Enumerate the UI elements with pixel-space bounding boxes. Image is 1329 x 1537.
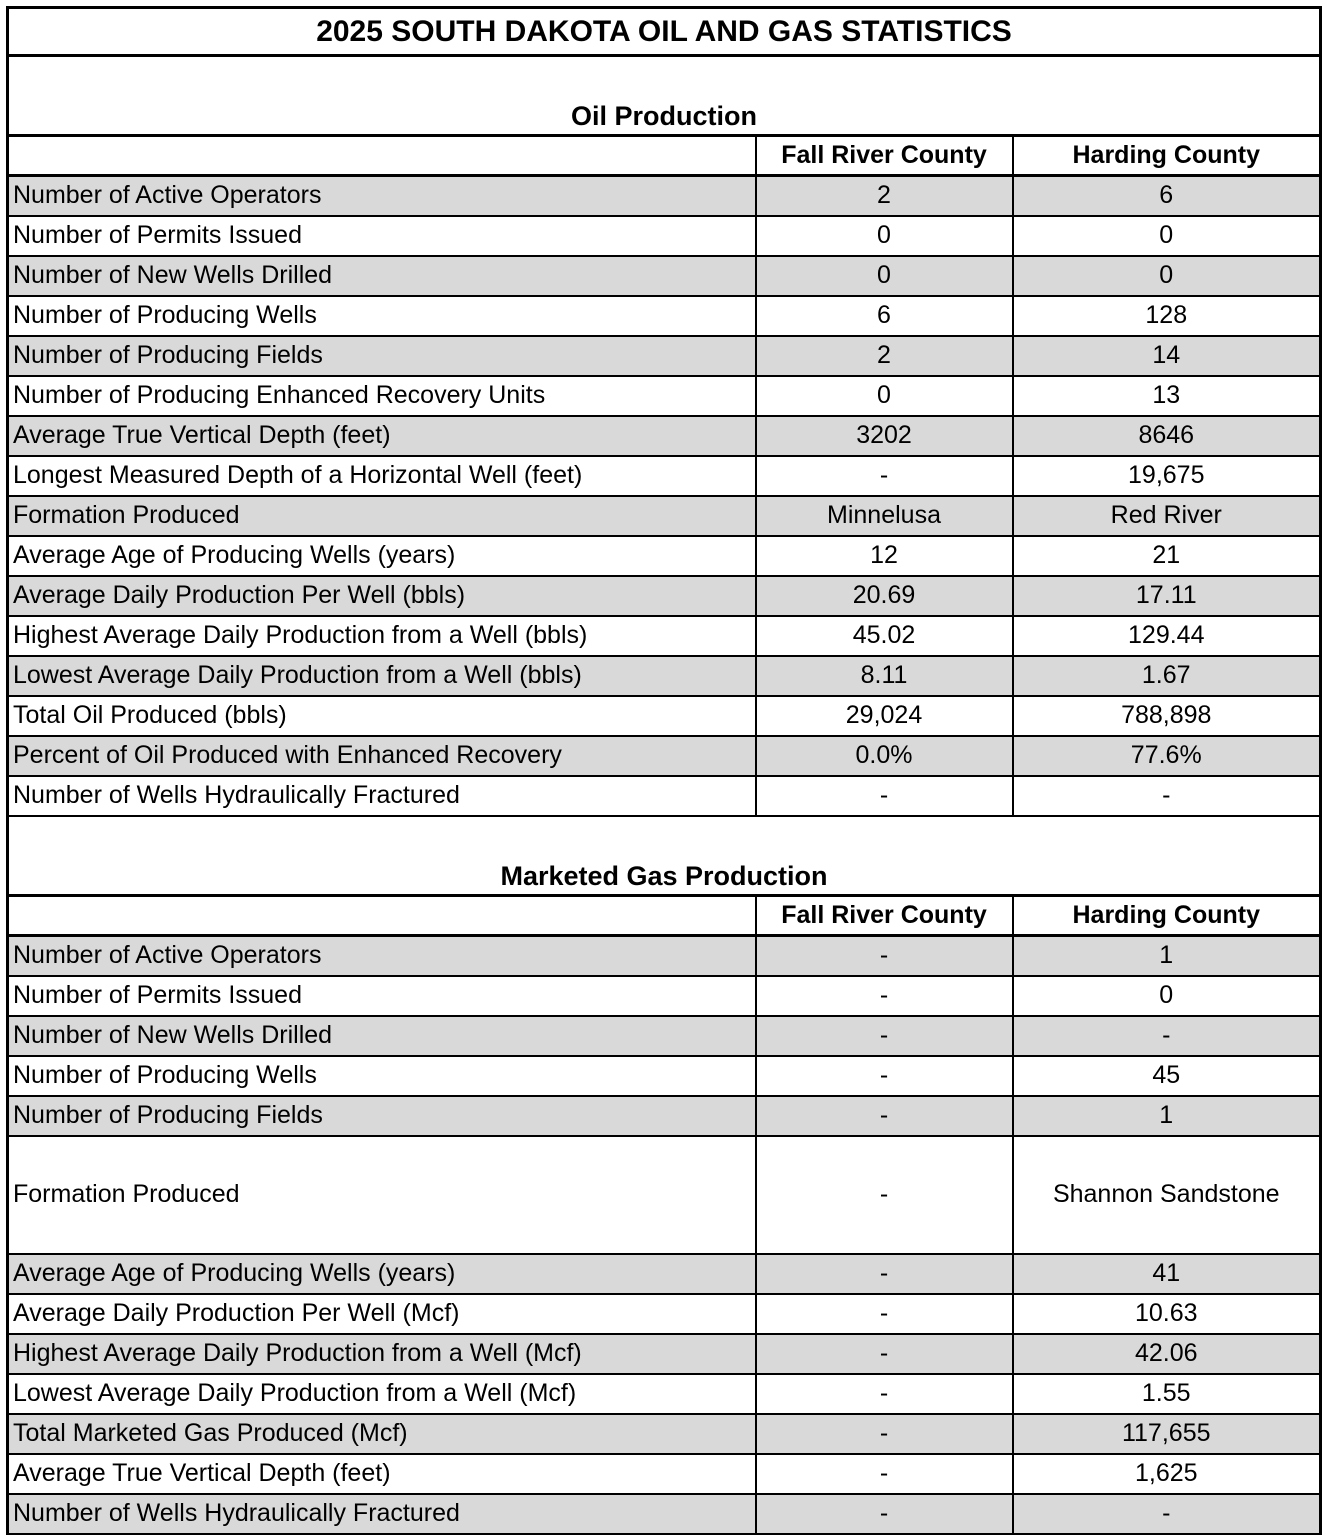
row-label: Number of Wells Hydraulically Fractured	[8, 776, 756, 816]
column-header-row	[8, 896, 1321, 936]
row-label: Average Age of Producing Wells (years)	[8, 536, 756, 576]
fall-river-value: 2	[756, 336, 1013, 376]
section-heading-row	[8, 56, 1321, 136]
fall-river-value: 2	[756, 176, 1013, 216]
harding-value: 14	[1013, 336, 1321, 376]
table-row	[8, 1334, 1321, 1374]
fall-river-value: 0	[756, 256, 1013, 296]
fall-river-value: -	[756, 776, 1013, 816]
harding-value: 13	[1013, 376, 1321, 416]
fall-river-value: 8.11	[756, 656, 1013, 696]
title-row	[8, 8, 1321, 56]
row-label: Number of New Wells Drilled	[8, 1016, 756, 1056]
section-heading: Marketed Gas Production	[8, 816, 1321, 896]
harding-value: 6	[1013, 176, 1321, 216]
table-row	[8, 1374, 1321, 1414]
harding-value: 1,625	[1013, 1454, 1321, 1494]
harding-value: 1.67	[1013, 656, 1321, 696]
harding-value: -	[1013, 1494, 1321, 1534]
fall-river-value: 12	[756, 536, 1013, 576]
row-label: Number of Producing Wells	[8, 296, 756, 336]
fall-river-value: -	[756, 1254, 1013, 1294]
harding-value: 1	[1013, 936, 1321, 976]
harding-value: 1	[1013, 1096, 1321, 1136]
harding-value: Shannon Sandstone	[1013, 1136, 1321, 1254]
harding-value: -	[1013, 1016, 1321, 1056]
harding-value: 41	[1013, 1254, 1321, 1294]
fall-river-value: Minnelusa	[756, 496, 1013, 536]
row-label: Number of Wells Hydraulically Fractured	[8, 1494, 756, 1534]
harding-value: 10.63	[1013, 1294, 1321, 1334]
row-label: Average Daily Production Per Well (bbls)	[8, 576, 756, 616]
harding-value: 17.11	[1013, 576, 1321, 616]
row-label: Highest Average Daily Production from a Well (bbls)	[8, 616, 756, 656]
fall-river-value: 45.02	[756, 616, 1013, 656]
fall-river-value: -	[756, 1334, 1013, 1374]
fall-river-value: 0	[756, 376, 1013, 416]
harding-value: 21	[1013, 536, 1321, 576]
fall-river-value: -	[756, 1136, 1013, 1254]
row-label: Lowest Average Daily Production from a Well (Mcf)	[8, 1374, 756, 1414]
row-label: Number of New Wells Drilled	[8, 256, 756, 296]
row-label: Number of Producing Enhanced Recovery Units	[8, 376, 756, 416]
fall-river-value: 0	[756, 216, 1013, 256]
fall-river-value: -	[756, 1016, 1013, 1056]
row-label: Number of Permits Issued	[8, 976, 756, 1016]
column-header	[8, 136, 756, 176]
column-header: Fall River County	[756, 896, 1013, 936]
harding-value: 8646	[1013, 416, 1321, 456]
row-label: Number of Active Operators	[8, 176, 756, 216]
fall-river-value: -	[756, 1414, 1013, 1454]
harding-value: 42.06	[1013, 1334, 1321, 1374]
row-label: Number of Producing Fields	[8, 336, 756, 376]
fall-river-value: 0.0%	[756, 736, 1013, 776]
table-row	[8, 416, 1321, 456]
column-header	[8, 896, 756, 936]
row-label: Formation Produced	[8, 1136, 756, 1254]
fall-river-value: 20.69	[756, 576, 1013, 616]
section-heading: Oil Production	[8, 56, 1321, 136]
row-label: Average True Vertical Depth (feet)	[8, 416, 756, 456]
table-row	[8, 1016, 1321, 1056]
fall-river-value: -	[756, 936, 1013, 976]
table-row	[8, 216, 1321, 256]
fall-river-value: -	[756, 1374, 1013, 1414]
fall-river-value: -	[756, 976, 1013, 1016]
table-row	[8, 336, 1321, 376]
table-row	[8, 576, 1321, 616]
harding-value: 0	[1013, 256, 1321, 296]
row-label: Formation Produced	[8, 496, 756, 536]
harding-value: 19,675	[1013, 456, 1321, 496]
fall-river-value: 3202	[756, 416, 1013, 456]
table-row	[8, 1254, 1321, 1294]
fall-river-value: 6	[756, 296, 1013, 336]
row-label: Average Age of Producing Wells (years)	[8, 1254, 756, 1294]
column-header: Harding County	[1013, 896, 1321, 936]
harding-value: 0	[1013, 976, 1321, 1016]
table-row	[8, 736, 1321, 776]
table-row	[8, 1414, 1321, 1454]
row-label: Number of Active Operators	[8, 936, 756, 976]
table-row	[8, 1096, 1321, 1136]
table-row	[8, 976, 1321, 1016]
table-row	[8, 656, 1321, 696]
page-title: 2025 SOUTH DAKOTA OIL AND GAS STATISTICS	[8, 8, 1321, 56]
table-row	[8, 1294, 1321, 1334]
harding-value: 128	[1013, 296, 1321, 336]
fall-river-value: -	[756, 1454, 1013, 1494]
row-label: Longest Measured Depth of a Horizontal Well (feet)	[8, 456, 756, 496]
column-header-row	[8, 136, 1321, 176]
row-label: Number of Producing Wells	[8, 1056, 756, 1096]
fall-river-value: -	[756, 1056, 1013, 1096]
table-row	[8, 1454, 1321, 1494]
column-header: Harding County	[1013, 136, 1321, 176]
statistics-table-body	[8, 8, 1321, 1534]
row-label: Average Daily Production Per Well (Mcf)	[8, 1294, 756, 1334]
table-row	[8, 496, 1321, 536]
table-row	[8, 616, 1321, 656]
table-row	[8, 1494, 1321, 1534]
harding-value: 788,898	[1013, 696, 1321, 736]
row-label: Highest Average Daily Production from a Well (Mcf)	[8, 1334, 756, 1374]
row-label: Percent of Oil Produced with Enhanced Recovery	[8, 736, 756, 776]
harding-value: 1.55	[1013, 1374, 1321, 1414]
row-label: Number of Permits Issued	[8, 216, 756, 256]
fall-river-value: -	[756, 1096, 1013, 1136]
harding-value: 117,655	[1013, 1414, 1321, 1454]
table-row	[8, 376, 1321, 416]
column-header: Fall River County	[756, 136, 1013, 176]
table-row	[8, 176, 1321, 216]
table-row	[8, 1056, 1321, 1096]
harding-value: 129.44	[1013, 616, 1321, 656]
table-row	[8, 1136, 1321, 1254]
harding-value: 45	[1013, 1056, 1321, 1096]
row-label: Lowest Average Daily Production from a Well (bbls)	[8, 656, 756, 696]
fall-river-value: 29,024	[756, 696, 1013, 736]
harding-value: 77.6%	[1013, 736, 1321, 776]
row-label: Total Oil Produced (bbls)	[8, 696, 756, 736]
table-row	[8, 536, 1321, 576]
row-label: Total Marketed Gas Produced (Mcf)	[8, 1414, 756, 1454]
table-row	[8, 696, 1321, 736]
row-label: Average True Vertical Depth (feet)	[8, 1454, 756, 1494]
table-row	[8, 296, 1321, 336]
fall-river-value: -	[756, 456, 1013, 496]
table-row	[8, 776, 1321, 816]
harding-value: -	[1013, 776, 1321, 816]
statistics-table	[6, 6, 1322, 1535]
harding-value: Red River	[1013, 496, 1321, 536]
table-row	[8, 256, 1321, 296]
section-heading-row	[8, 816, 1321, 896]
row-label: Number of Producing Fields	[8, 1096, 756, 1136]
fall-river-value: -	[756, 1294, 1013, 1334]
fall-river-value: -	[756, 1494, 1013, 1534]
table-row	[8, 456, 1321, 496]
table-row	[8, 936, 1321, 976]
harding-value: 0	[1013, 216, 1321, 256]
